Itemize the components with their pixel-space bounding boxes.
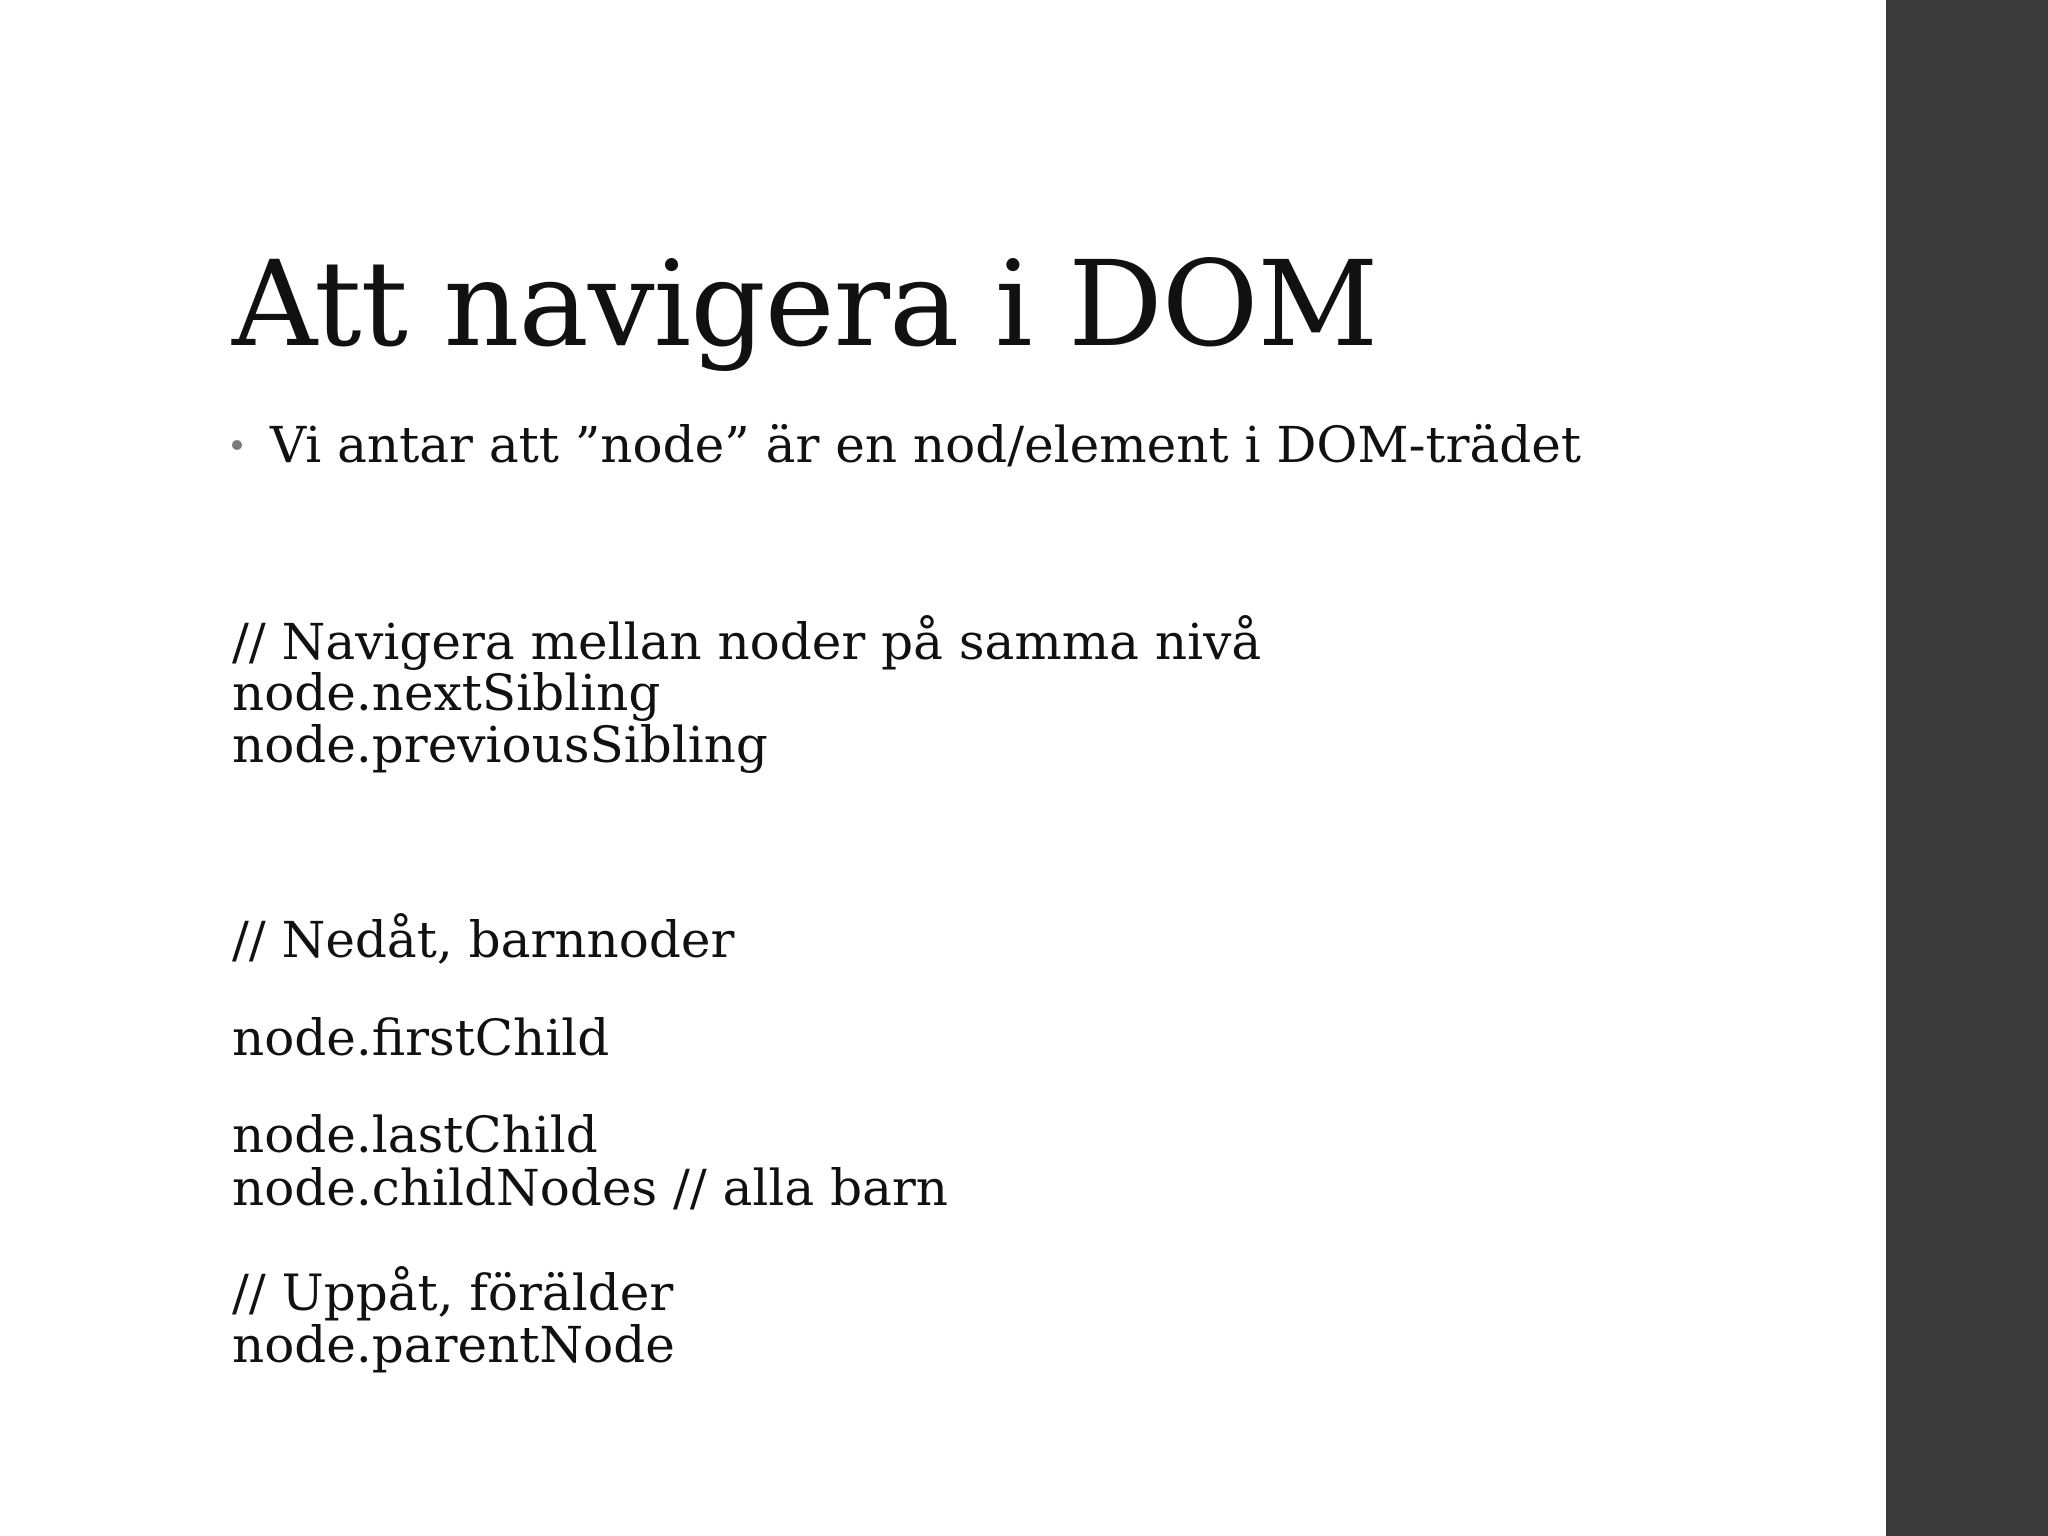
code-last-child: node.lastChild bbox=[232, 1106, 598, 1164]
comment-parent: // Uppåt, förälder bbox=[232, 1264, 674, 1322]
code-previous-sibling: node.previousSibling bbox=[232, 716, 768, 774]
slide-title: Att navigera i DOM bbox=[232, 235, 1378, 373]
bullet-dot-icon bbox=[232, 440, 242, 450]
comment-children: // Nedåt, barnnoder bbox=[232, 911, 735, 969]
code-first-child: node.firstChild bbox=[232, 1009, 610, 1067]
code-parent-node: node.parentNode bbox=[232, 1316, 675, 1374]
code-next-sibling: node.nextSibling bbox=[232, 664, 661, 722]
side-bar bbox=[1886, 0, 2048, 1536]
bullet-item bbox=[232, 415, 1581, 475]
code-child-nodes: node.childNodes // alla barn bbox=[232, 1159, 948, 1217]
bullet-text: Vi antar att ”node” är en nod/element i DOM-trädet bbox=[270, 416, 1581, 474]
comment-siblings: // Navigera mellan noder på samma nivå bbox=[232, 613, 1262, 671]
